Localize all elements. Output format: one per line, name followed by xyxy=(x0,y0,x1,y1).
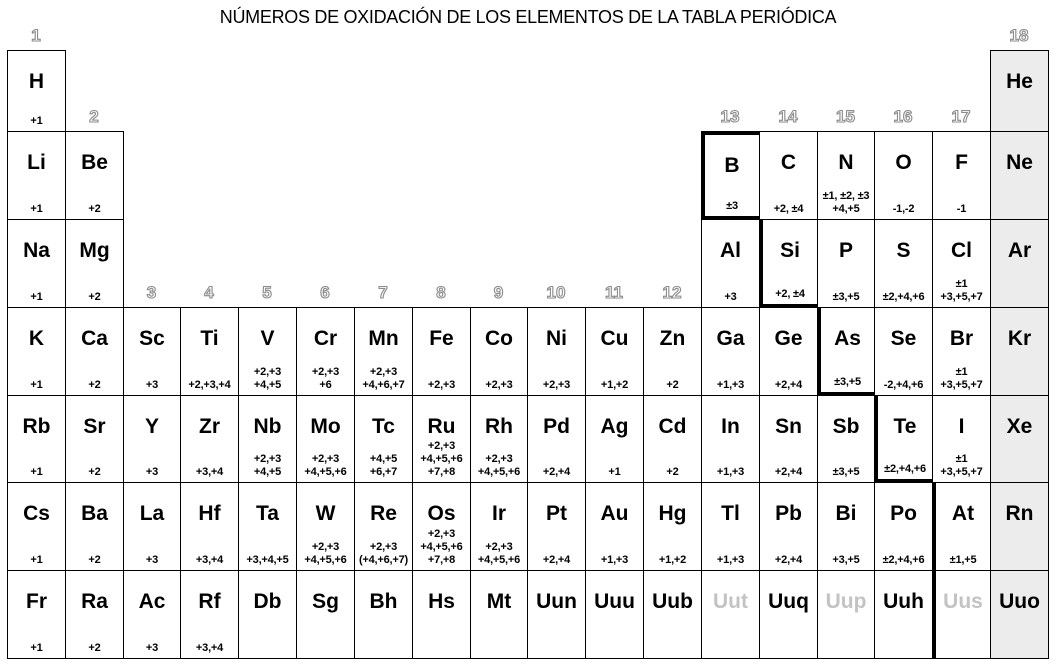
element-symbol: Fe xyxy=(429,327,454,350)
element-symbol: Mt xyxy=(486,590,512,613)
oxidation-states: +1 xyxy=(30,554,43,566)
element-symbol: Hs xyxy=(428,590,455,613)
element-cell-Zn xyxy=(643,307,702,396)
element-symbol: Si xyxy=(780,239,800,262)
element-cell-V xyxy=(238,307,297,396)
oxidation-states: +3,+4 xyxy=(195,642,224,654)
oxidation-states: +2,+3 +4,+5,+6 xyxy=(477,453,521,478)
element-symbol: Sn xyxy=(775,415,802,438)
element-symbol: Nb xyxy=(253,415,282,438)
oxidation-states: ±2,+4,+6 xyxy=(882,554,925,566)
element-cell-Db xyxy=(238,570,297,659)
group-label-14: 14 xyxy=(778,107,798,126)
oxidation-states: +2 xyxy=(88,379,101,391)
oxidation-states: +2,+3 xyxy=(485,379,513,391)
element-symbol: Uuq xyxy=(768,590,809,613)
group-label-10: 10 xyxy=(546,283,566,302)
group-label-11: 11 xyxy=(605,283,623,302)
oxidation-states: +1 xyxy=(30,379,43,391)
element-cell-W xyxy=(296,482,355,571)
element-symbol: Pd xyxy=(543,415,570,438)
element-symbol: Uus xyxy=(943,590,983,613)
element-cell-Po xyxy=(874,482,933,571)
element-cell-P xyxy=(817,219,875,308)
element-symbol: Xe xyxy=(1006,415,1033,438)
element-symbol: As xyxy=(834,327,861,350)
group-label-7: 7 xyxy=(378,283,388,302)
element-cell-I xyxy=(932,395,991,483)
element-cell-Al xyxy=(701,219,760,308)
element-symbol: Pb xyxy=(775,502,802,525)
element-symbol: Zn xyxy=(659,327,686,350)
element-symbol: Co xyxy=(485,327,513,350)
oxidation-states: +2,+3 +4,+5 xyxy=(253,453,282,478)
element-cell-Ca xyxy=(65,307,124,396)
element-cell-Ra xyxy=(65,570,124,659)
element-symbol: Se xyxy=(890,327,917,350)
oxidation-states: +2,+4 xyxy=(542,554,571,566)
element-symbol: Uuh xyxy=(883,590,924,613)
oxidation-states: +2,+3 +4,+6,+7 xyxy=(362,366,405,391)
element-cell-Tl xyxy=(701,482,760,571)
element-symbol: Ne xyxy=(1006,151,1033,174)
element-cell-Mt xyxy=(470,570,528,659)
element-symbol: Sg xyxy=(312,590,339,613)
element-cell-B xyxy=(701,131,760,220)
group-label-4: 4 xyxy=(204,283,214,302)
element-symbol: N xyxy=(838,151,854,174)
element-cell-Sc xyxy=(123,307,181,396)
oxidation-states: +1 xyxy=(608,466,621,478)
element-symbol: Be xyxy=(81,151,108,174)
oxidation-states: +2,+3 +4,+5,+6 xyxy=(304,541,347,566)
element-cell-Be xyxy=(65,131,124,220)
oxidation-states: +1,+2 xyxy=(600,379,629,391)
element-symbol: Tc xyxy=(372,415,395,438)
oxidation-states: ±2,+4,+6 xyxy=(882,291,925,303)
element-cell-Ar xyxy=(990,219,1049,308)
element-symbol: Ra xyxy=(81,590,108,613)
element-symbol: Cs xyxy=(23,502,50,525)
element-symbol: Sc xyxy=(139,327,165,350)
element-symbol: Uuo xyxy=(999,590,1040,613)
element-symbol: Bi xyxy=(835,502,857,525)
element-cell-Te xyxy=(874,395,933,483)
element-symbol: Sb xyxy=(832,415,860,438)
element-symbol: Ba xyxy=(81,502,108,525)
element-cell-At xyxy=(932,482,991,571)
element-symbol: I xyxy=(958,415,965,438)
oxidation-states: +2,+3 +4,+5,+6 +7,+8 xyxy=(420,440,463,478)
oxidation-states: +2,+3 +6 xyxy=(311,366,340,391)
element-symbol: Uut xyxy=(713,590,748,613)
element-cell-Mn xyxy=(354,307,413,396)
oxidation-states: ±3 xyxy=(726,200,738,212)
element-symbol: Ir xyxy=(491,502,506,525)
element-symbol: Ar xyxy=(1007,239,1032,262)
element-cell-Uut xyxy=(701,570,760,659)
oxidation-states: +4,+5 +6,+7 xyxy=(369,453,398,478)
element-cell-Cs xyxy=(7,482,66,571)
element-cell-Xe xyxy=(990,395,1049,483)
element-symbol: Os xyxy=(427,502,456,525)
oxidation-states: +3 xyxy=(145,554,159,566)
element-cell-Au xyxy=(585,482,644,571)
oxidation-states: ±3,+5 xyxy=(832,291,860,303)
element-cell-Bh xyxy=(354,570,413,659)
element-cell-Rb xyxy=(7,395,66,483)
element-symbol: F xyxy=(955,151,968,174)
element-cell-H xyxy=(7,50,66,132)
oxidation-states: +1 xyxy=(30,466,43,478)
element-cell-Br xyxy=(932,307,991,396)
element-cell-Re xyxy=(354,482,413,571)
oxidation-states: +1 xyxy=(30,291,43,303)
oxidation-states: ±2,+4,+6 xyxy=(884,463,926,475)
element-cell-Hg xyxy=(643,482,702,571)
oxidation-states: +2 xyxy=(666,379,679,391)
element-cell-Pt xyxy=(527,482,586,571)
element-cell-Ir xyxy=(470,482,528,571)
oxidation-states: +3 xyxy=(145,379,159,391)
oxidation-states: +1 xyxy=(30,115,43,127)
element-cell-Sg xyxy=(296,570,355,659)
element-cell-Uub xyxy=(643,570,702,659)
element-symbol: Bh xyxy=(369,590,398,613)
element-cell-Rn xyxy=(990,482,1049,571)
group-label-13: 13 xyxy=(720,107,740,126)
element-cell-Uuo xyxy=(990,570,1049,659)
element-symbol: H xyxy=(28,70,45,93)
element-cell-Ga xyxy=(701,307,760,396)
element-cell-Cu xyxy=(585,307,644,396)
element-cell-Cd xyxy=(643,395,702,483)
oxidation-states: ±3,+5 xyxy=(834,376,861,388)
element-symbol: C xyxy=(780,151,797,174)
group-label-6: 6 xyxy=(320,283,330,302)
element-cell-Rf xyxy=(180,570,239,659)
element-cell-Cl xyxy=(932,219,991,308)
group-label-12: 12 xyxy=(662,283,682,302)
group-label-8: 8 xyxy=(436,283,446,302)
element-cell-O xyxy=(874,131,933,220)
element-cell-Uuh xyxy=(874,570,933,659)
element-cell-In xyxy=(701,395,760,483)
element-symbol: Ac xyxy=(138,590,166,613)
element-cell-Ac xyxy=(123,570,181,659)
element-symbol: Po xyxy=(890,502,917,525)
element-cell-Uup xyxy=(817,570,875,659)
element-cell-Se xyxy=(874,307,933,396)
element-cell-Ni xyxy=(527,307,586,396)
element-symbol: Ga xyxy=(716,327,745,350)
element-symbol: S xyxy=(896,239,911,262)
oxidation-states: +1,+2 xyxy=(658,554,687,566)
oxidation-states: +2,+4 xyxy=(774,554,803,566)
oxidation-states: +2,+3 +4,+5,+6 xyxy=(304,453,347,478)
oxidation-states: +2,+4 xyxy=(542,466,571,478)
oxidation-states: ±3,+5 xyxy=(832,466,860,478)
element-cell-Hs xyxy=(412,570,471,659)
element-cell-Mg xyxy=(65,219,124,308)
group-label-16: 16 xyxy=(893,107,913,126)
group-label-17: 17 xyxy=(951,107,971,126)
element-symbol: B xyxy=(724,154,740,177)
oxidation-states: +2, ±4 xyxy=(775,288,805,300)
element-symbol: Kr xyxy=(1007,327,1032,350)
group-label-9: 9 xyxy=(493,283,504,302)
element-symbol: Db xyxy=(253,590,282,613)
oxidation-states: +3,+4,+5 xyxy=(246,554,289,566)
element-cell-Ne xyxy=(990,131,1049,220)
oxidation-states: +2,+3 +4,+5,+6 +7,+8 xyxy=(420,528,463,566)
oxidation-states: +1,+3 xyxy=(600,554,629,566)
element-cell-Ag xyxy=(585,395,644,483)
element-symbol: He xyxy=(1006,70,1033,93)
element-symbol: Te xyxy=(893,415,917,438)
oxidation-states: +1,+3 xyxy=(716,466,745,478)
element-symbol: Na xyxy=(23,239,50,262)
element-cell-Rh xyxy=(470,395,528,483)
oxidation-states: +2,+3 xyxy=(542,379,571,391)
element-symbol: Cr xyxy=(313,327,338,350)
element-cell-S xyxy=(874,219,933,308)
element-cell-Hf xyxy=(180,482,239,571)
element-cell-Sr xyxy=(65,395,124,483)
element-cell-As xyxy=(817,307,875,396)
element-cell-Fr xyxy=(7,570,66,659)
element-cell-Y xyxy=(123,395,181,483)
element-cell-C xyxy=(759,131,818,220)
element-symbol: Fr xyxy=(26,590,47,613)
oxidation-states: ±1, ±2, ±3 +4,+5 xyxy=(822,190,870,215)
group-label-2: 2 xyxy=(89,107,99,126)
element-symbol: Rb xyxy=(22,415,51,438)
oxidation-states: ±1,+5 xyxy=(949,554,977,566)
element-symbol: Al xyxy=(720,239,741,262)
element-symbol: K xyxy=(28,327,45,350)
group-label-1: 1 xyxy=(31,26,41,45)
element-symbol: Y xyxy=(144,415,159,438)
element-symbol: O xyxy=(895,151,912,174)
element-cell-Tc xyxy=(354,395,413,483)
oxidation-states: +3,+4 xyxy=(195,554,224,566)
element-cell-F xyxy=(932,131,991,220)
element-symbol: Au xyxy=(600,502,629,525)
element-cell-Os xyxy=(412,482,471,571)
element-symbol: Re xyxy=(370,502,397,525)
group-label-3: 3 xyxy=(146,283,157,302)
element-symbol: Hf xyxy=(198,502,221,525)
element-symbol: Pt xyxy=(546,502,567,525)
oxidation-states: +3 xyxy=(145,642,159,654)
element-cell-Uuu xyxy=(585,570,644,659)
oxidation-states: ±1 +3,+5,+7 xyxy=(940,366,983,391)
oxidation-states: +3 xyxy=(724,291,737,303)
element-cell-Sn xyxy=(759,395,818,483)
oxidation-states: +3 xyxy=(145,466,159,478)
element-symbol: Li xyxy=(27,151,46,174)
element-symbol: Hg xyxy=(658,502,687,525)
element-symbol: Tl xyxy=(721,502,740,525)
oxidation-states: +2,+3 (+4,+6,+7) xyxy=(358,541,409,566)
element-cell-Kr xyxy=(990,307,1049,396)
element-symbol: Mg xyxy=(79,239,110,262)
oxidation-states: +2 xyxy=(88,642,101,654)
element-cell-Si xyxy=(759,219,818,308)
group-label-15: 15 xyxy=(836,107,855,126)
element-cell-K xyxy=(7,307,66,396)
oxidation-states: +2 xyxy=(88,203,101,215)
oxidation-states: +2 xyxy=(666,466,679,478)
element-symbol: Cu xyxy=(600,327,629,350)
element-cell-Li xyxy=(7,131,66,220)
element-symbol: Ni xyxy=(546,327,567,350)
oxidation-states: +3,+5 xyxy=(832,554,860,566)
element-cell-Uus xyxy=(932,570,991,659)
element-cell-Ti xyxy=(180,307,239,396)
element-cell-Ge xyxy=(759,307,818,396)
page-title: NÚMEROS DE OXIDACIÓN DE LOS ELEMENTOS DE LA TABLA PERIÓDICA xyxy=(219,7,837,27)
element-cell-La xyxy=(123,482,181,571)
group-label-5: 5 xyxy=(262,283,272,302)
element-symbol: Uup xyxy=(825,590,867,613)
group-label-18: 18 xyxy=(1009,26,1029,45)
oxidation-states: -1,-2 xyxy=(892,203,915,215)
element-cell-Uun xyxy=(527,570,586,659)
element-symbol: Mo xyxy=(310,415,341,438)
element-symbol: Rn xyxy=(1005,502,1034,525)
element-cell-Pd xyxy=(527,395,586,483)
oxidation-states: ±1 +3,+5,+7 xyxy=(940,453,983,478)
oxidation-states: +2,+3 +4,+5 xyxy=(253,366,282,391)
element-cell-Co xyxy=(470,307,528,396)
oxidation-states: +1,+3 xyxy=(716,379,745,391)
element-symbol: Uub xyxy=(652,590,693,613)
element-symbol: Cl xyxy=(951,239,972,262)
element-cell-Fe xyxy=(412,307,471,396)
element-cell-Mo xyxy=(296,395,355,483)
element-cell-Ta xyxy=(238,482,297,571)
element-cell-Zr xyxy=(180,395,239,483)
oxidation-states: +2 xyxy=(88,554,101,566)
element-cell-Ru xyxy=(412,395,471,483)
element-symbol: Ge xyxy=(774,327,803,350)
element-symbol: V xyxy=(260,327,275,350)
oxidation-states: +2, ±4 xyxy=(773,203,804,215)
oxidation-states: +2,+3,+4 xyxy=(188,379,231,391)
element-symbol: La xyxy=(139,502,165,525)
element-symbol: W xyxy=(315,502,336,525)
oxidation-states: +1 xyxy=(30,642,43,654)
element-symbol: Uun xyxy=(536,590,577,613)
element-symbol: Sr xyxy=(83,415,106,438)
oxidation-states: +2,+4 xyxy=(774,466,803,478)
oxidation-states: -2,+4,+6 xyxy=(883,379,924,391)
element-symbol: Mn xyxy=(368,327,399,350)
oxidation-states: +2,+3 +4,+5,+6 xyxy=(477,541,521,566)
oxidation-states: +3,+4 xyxy=(195,466,224,478)
oxidation-states: +2 xyxy=(88,466,101,478)
element-symbol: At xyxy=(951,502,975,525)
oxidation-states: +2,+3 xyxy=(427,379,456,391)
element-cell-Bi xyxy=(817,482,875,571)
element-symbol: Ti xyxy=(200,327,219,350)
element-symbol: In xyxy=(721,415,740,438)
oxidation-states: +2 xyxy=(88,291,101,303)
element-cell-Pb xyxy=(759,482,818,571)
element-symbol: Rf xyxy=(198,590,221,613)
element-symbol: P xyxy=(838,239,853,262)
element-symbol: Cd xyxy=(658,415,687,438)
element-cell-Nb xyxy=(238,395,297,483)
element-cell-Uuq xyxy=(759,570,818,659)
element-cell-Ba xyxy=(65,482,124,571)
element-symbol: Ca xyxy=(81,327,108,350)
oxidation-states: -1 xyxy=(956,203,967,215)
element-cell-He xyxy=(990,50,1049,132)
element-symbol: Ru xyxy=(427,415,456,438)
element-symbol: Ag xyxy=(600,415,629,438)
oxidation-states: ±1 +3,+5,+7 xyxy=(940,278,983,303)
oxidation-states: +1 xyxy=(30,203,43,215)
oxidation-states: +1,+3 xyxy=(716,554,745,566)
element-cell-Sb xyxy=(817,395,875,483)
element-cell-Na xyxy=(7,219,66,308)
element-cell-Cr xyxy=(296,307,355,396)
element-symbol: Br xyxy=(949,327,974,350)
element-symbol: Rh xyxy=(485,415,513,438)
element-symbol: Ta xyxy=(256,502,279,525)
oxidation-states: +2,+4 xyxy=(774,379,803,391)
element-symbol: Uuu xyxy=(594,590,635,613)
element-cell-N xyxy=(817,131,875,220)
element-symbol: Zr xyxy=(199,415,220,438)
